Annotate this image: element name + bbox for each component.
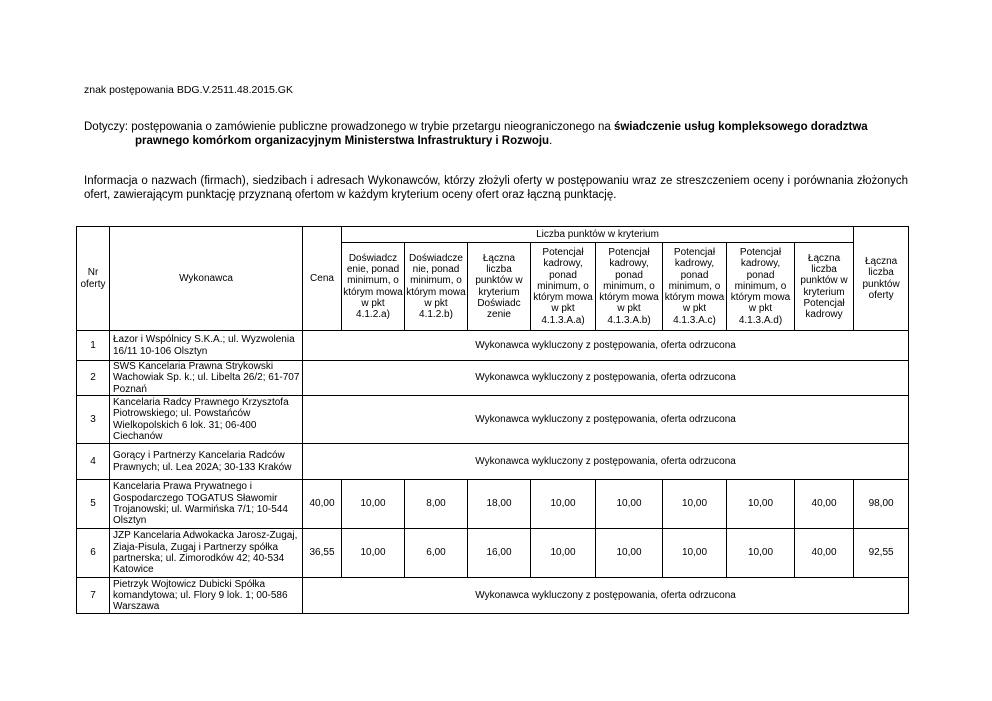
row-score: 10,00 — [727, 480, 795, 529]
row-nr: 6 — [77, 529, 110, 578]
offers-table — [76, 226, 909, 614]
header-total: Łączna liczba punktów oferty — [854, 227, 909, 331]
row-score: 10,00 — [342, 529, 405, 578]
header-criterion: Potencjał kadrowy, ponad minimum, o którym mowa w pkt 4.1.3.A.b) — [596, 243, 663, 331]
subject-bold-2: prawnego komórkom organizacyjnym Ministerstwa Infrastruktury i Rozwoju — [135, 135, 550, 147]
header-nr: Nr oferty — [77, 227, 110, 331]
row-nr: 4 — [77, 444, 110, 480]
row-nr: 7 — [77, 578, 110, 614]
row-score-subtotal: 40,00 — [795, 480, 854, 529]
header-criterion: Łączna liczba punktów w kryterium Potencjał kadrowy — [795, 243, 854, 331]
row-score-subtotal: 16,00 — [468, 529, 531, 578]
header-criterion: Doświadcz enie, ponad minimum, o którym mowa w pkt 4.1.2.a) — [342, 243, 405, 331]
subject-suffix: . — [549, 135, 553, 147]
row-score: 10,00 — [663, 480, 727, 529]
table-row — [77, 480, 909, 529]
row-score: 10,00 — [342, 480, 405, 529]
table-row — [77, 444, 909, 480]
row-total: 98,00 — [854, 480, 909, 529]
row-excluded: Wykonawca wykluczony z postępowania, oferta odrzucona — [303, 578, 909, 614]
row-nr: 2 — [77, 361, 110, 396]
row-score-subtotal: 40,00 — [795, 529, 854, 578]
row-score: 10,00 — [727, 529, 795, 578]
header-criteria-group: Liczba punktów w kryterium — [342, 227, 854, 243]
row-score: 6,00 — [405, 529, 468, 578]
row-wykonawca: Kancelaria Prawa Prywatnego i Gospodarczego TOGATUS Sławomir Trojanowski; ul. Warmińska 7/1; 10-544 Olsztyn — [110, 480, 303, 529]
row-wykonawca: JZP Kancelaria Adwokacka Jarosz-Zugaj, Ziaja-Pisula, Zugaj i Partnerzy spółka partnerska; ul. Zimorodków 42; 40-534 Katowice — [110, 529, 303, 578]
row-score: 8,00 — [405, 480, 468, 529]
row-nr: 3 — [77, 396, 110, 444]
row-nr: 5 — [77, 480, 110, 529]
subject-paragraph — [84, 120, 908, 148]
table-row — [77, 331, 909, 361]
header-criterion: Łączna liczba punktów w kryterium Doświadc zenie — [468, 243, 531, 331]
row-nr: 1 — [77, 331, 110, 361]
row-score: 10,00 — [596, 480, 663, 529]
table-row — [77, 361, 909, 396]
row-wykonawca: Gorący i Partnerzy Kancelaria Radców Prawnych; ul. Lea 202A; 30-133 Kraków — [110, 444, 303, 480]
row-excluded: Wykonawca wykluczony z postępowania, oferta odrzucona — [303, 396, 909, 444]
row-wykonawca: SWS Kancelaria Prawna Strykowski Wachowiak Sp. k.; ul. Libelta 26/2; 61-707 Poznań — [110, 361, 303, 396]
row-score-subtotal: 18,00 — [468, 480, 531, 529]
case-reference: znak postępowania BDG.V.2511.48.2015.GK — [84, 84, 293, 96]
table-row — [77, 578, 909, 614]
row-wykonawca: Łazor i Wspólnicy S.K.A.; ul. Wyzwolenia 16/11 10-106 Olsztyn — [110, 331, 303, 361]
info-paragraph: Informacja o nazwach (firmach), siedzibach i adresach Wykonawców, którzy złożyli oferty w postępowaniu wraz ze streszczeniem oceny i porównania złożonych ofert, zawierającym punktację przyznaną ofertom w każdym kryterium oceny ofert oraz łączną punktację. — [84, 175, 908, 201]
header-wykonawca: Wykonawca — [110, 227, 303, 331]
header-criterion: Potencjał kadrowy, ponad minimum, o którym mowa w pkt 4.1.3.A.d) — [727, 243, 795, 331]
table-row — [77, 529, 909, 578]
row-score: 10,00 — [531, 480, 596, 529]
header-row-top — [77, 227, 909, 243]
row-wykonawca: Pietrzyk Wojtowicz Dubicki Spółka komandytowa; ul. Flory 9 lok. 1; 00-586 Warszawa — [110, 578, 303, 614]
row-score: 10,00 — [596, 529, 663, 578]
row-cena: 36,55 — [303, 529, 342, 578]
header-criterion: Potencjał kadrowy, ponad minimum, o którym mowa w pkt 4.1.3.A.c) — [663, 243, 727, 331]
row-wykonawca: Kancelaria Radcy Prawnego Krzysztofa Piotrowskiego; ul. Powstańców Wielkopolskich 6 lok. 31; 06-400 Ciechanów — [110, 396, 303, 444]
row-score: 10,00 — [531, 529, 596, 578]
row-score: 10,00 — [663, 529, 727, 578]
row-excluded: Wykonawca wykluczony z postępowania, oferta odrzucona — [303, 361, 909, 396]
subject-bold-1: świadczenie usług kompleksowego doradztwa — [613, 121, 868, 133]
row-total: 92,55 — [854, 529, 909, 578]
table-row — [77, 396, 909, 444]
row-cena: 40,00 — [303, 480, 342, 529]
row-excluded: Wykonawca wykluczony z postępowania, oferta odrzucona — [303, 444, 909, 480]
header-cena: Cena — [303, 227, 342, 331]
header-criterion: Potencjał kadrowy, ponad minimum, o którym mowa w pkt 4.1.3.A.a) — [531, 243, 596, 331]
row-excluded: Wykonawca wykluczony z postępowania, oferta odrzucona — [303, 331, 909, 361]
subject-prefix: Dotyczy: postępowania o zamówienie publiczne prowadzonego w trybie przetargu nieograniczonego na — [84, 121, 614, 133]
header-criterion: Doświadcze nie, ponad minimum, o którym mowa w pkt 4.1.2.b) — [405, 243, 468, 331]
